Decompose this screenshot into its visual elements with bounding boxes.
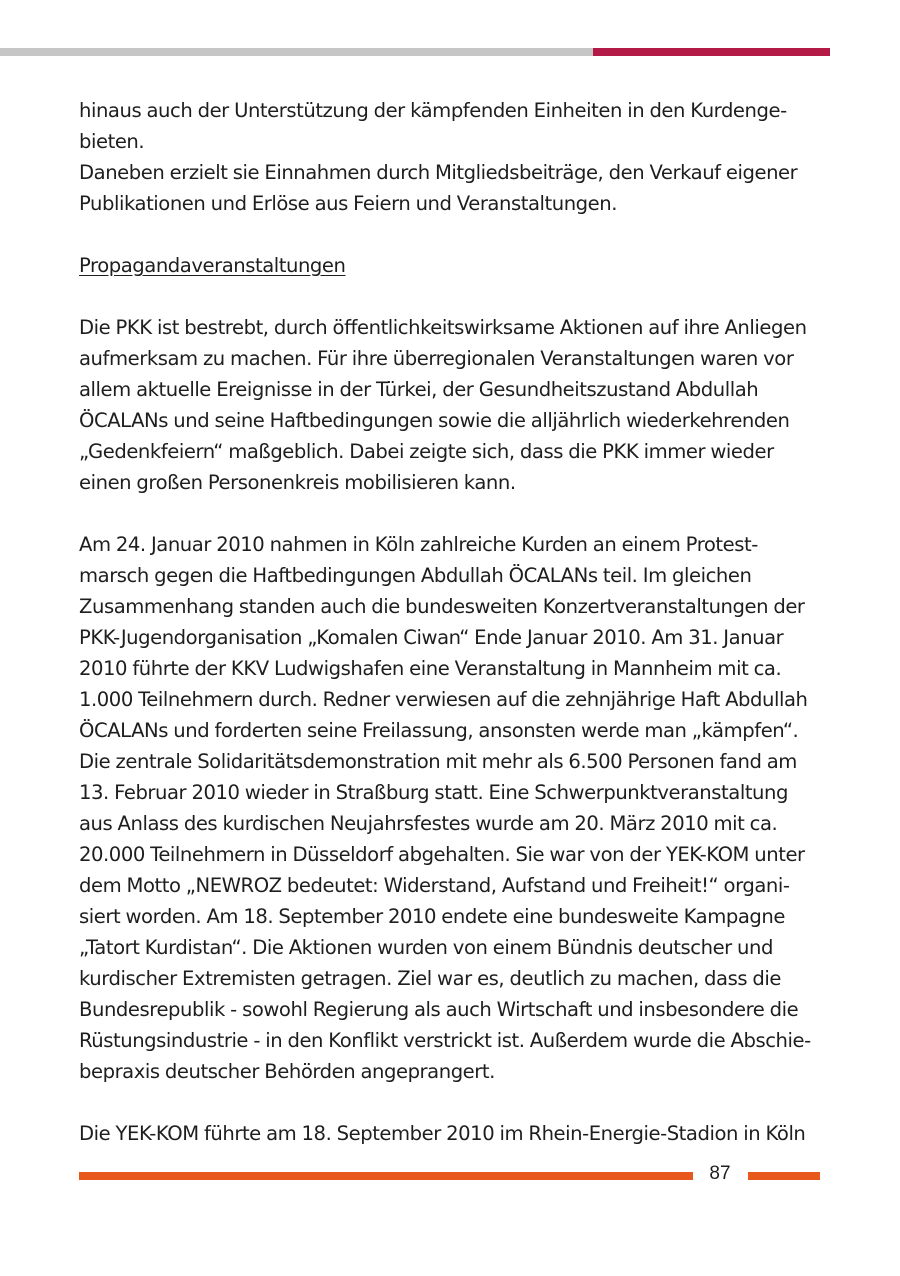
text-line: aus Anlass des kurdischen Neujahrsfestes wurde am 20. März 2010 mit ca.: [79, 812, 778, 835]
section-heading: Propagandaveranstaltungen: [79, 254, 346, 277]
text-line: Die zentrale Solidaritätsdemonstration mit mehr als 6.500 Personen fand am: [79, 750, 797, 773]
paragraph-propaganda-intro: [79, 312, 829, 498]
header-rule-accent: [593, 48, 830, 56]
text-line: 2010 führte der KKV Ludwigshafen eine Veranstaltung in Mannheim mit ca.: [79, 657, 782, 680]
text-line: siert worden. Am 18. September 2010 endete eine bundesweite Kampagne: [79, 905, 785, 928]
text-line: Die YEK-KOM führte am 18. September 2010 im Rhein-Energie-Stadion in Köln: [79, 1122, 806, 1145]
text-line: 13. Februar 2010 wieder in Straßburg statt. Eine Schwerpunktveranstaltung: [79, 781, 788, 804]
paragraph-events-2010: [79, 529, 829, 1087]
text-line: bepraxis deutscher Behörden angeprangert.: [79, 1060, 495, 1083]
text-line: dem Motto „NEWROZ bedeutet: Widerstand, Aufstand und Freiheit!“ organi-: [79, 874, 790, 897]
text-line: 20.000 Teilnehmern in Düsseldorf abgehalten. Sie war von der YEK-KOM unter: [79, 843, 805, 866]
text-line: PKK-Jugendorganisation „Komalen Ciwan“ Ende Januar 2010. Am 31. Januar: [79, 626, 784, 649]
footer-rule-right: [748, 1172, 820, 1180]
text-line: „Tatort Kurdistan“. Die Aktionen wurden von einem Bündnis deutscher und: [79, 936, 773, 959]
text-line: ÖCALANs und seine Haftbedingungen sowie die alljährlich wiederkehrenden: [79, 409, 790, 432]
text-line: Daneben erzielt sie Einnahmen durch Mitgliedsbeiträge, den Verkauf eigener: [79, 161, 798, 184]
text-line: Rüstungsindustrie - in den Konflikt verstrickt ist. Außerdem wurde die Abschie-: [79, 1029, 811, 1052]
header-rule-grey: [0, 48, 593, 56]
text-line: aufmerksam zu machen. Für ihre überregionalen Veranstaltungen waren vor: [79, 347, 794, 370]
paragraph-spacer: [79, 219, 829, 250]
footer-rule-left: [79, 1172, 693, 1180]
text-line: hinaus auch der Unterstützung der kämpfenden Einheiten in den Kurdenge-: [79, 99, 787, 122]
text-line: Bundesrepublik - sowohl Regierung als auch Wirtschaft und insbesondere die: [79, 998, 799, 1021]
text-line: „Gedenkfeiern“ maßgeblich. Dabei zeigte sich, dass die PKK immer wieder: [79, 440, 774, 463]
paragraph-yek-kom: [79, 1118, 829, 1149]
paragraph-spacer: [79, 281, 829, 312]
text-line: 1.000 Teilnehmern durch. Redner verwiesen auf die zehnjährige Haft Abdullah: [79, 688, 808, 711]
text-line: Zusammenhang standen auch die bundesweiten Konzertveranstaltungen der: [79, 595, 805, 618]
paragraph-spacer: [79, 1087, 829, 1118]
text-line: ÖCALANs und forderten seine Freilassung, ansonsten werde man „kämpfen“.: [79, 719, 799, 742]
text-line: bieten.: [79, 130, 145, 153]
text-line: Publikationen und Erlöse aus Feiern und Veranstaltungen.: [79, 192, 618, 215]
text-line: marsch gegen die Haftbedingungen Abdullah ÖCALANs teil. Im gleichen: [79, 564, 752, 587]
text-line: Die PKK ist bestrebt, durch öffentlichkeitswirksame Aktionen auf ihre Anliegen: [79, 316, 807, 339]
page-number: 87: [709, 1163, 731, 1184]
text-line: allem aktuelle Ereignisse in der Türkei, der Gesundheitszustand Abdullah: [79, 378, 759, 401]
text-line: kurdischer Extremisten getragen. Ziel war es, deutlich zu machen, dass die: [79, 967, 781, 990]
paragraph-funding-end: [79, 95, 829, 219]
text-line: einen großen Personenkreis mobilisieren kann.: [79, 471, 516, 494]
text-line: Am 24. Januar 2010 nahmen in Köln zahlreiche Kurden an einem Protest-: [79, 533, 758, 556]
page-body: [79, 95, 829, 1149]
paragraph-spacer: [79, 498, 829, 529]
